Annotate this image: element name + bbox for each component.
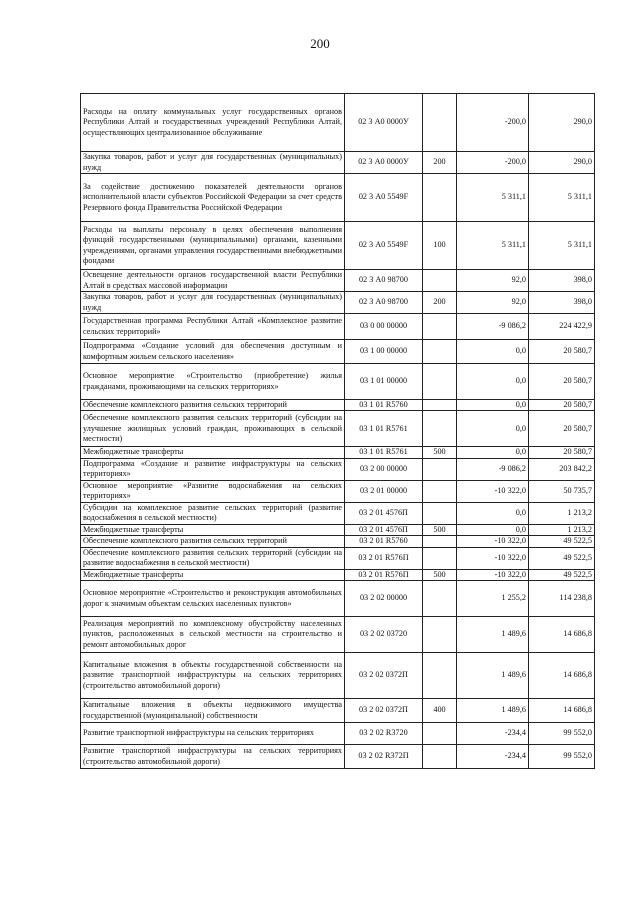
cell-code: 03 2 01 4576П [345,502,423,524]
cell-expense-type [423,411,457,447]
cell-code: 03 1 00 00000 [345,340,423,364]
cell-expense-type [423,723,457,745]
table-row [81,292,595,314]
cell-code: 03 2 02 0372П [345,653,423,699]
cell-code: 03 2 01 R5760 [345,536,423,547]
cell-total: 20 580,7 [529,411,595,447]
cell-code: 02 3 А0 0000У [345,152,423,174]
cell-expense-type [423,314,457,340]
cell-total: 50 735,7 [529,480,595,502]
cell-change: -10 322,0 [457,480,529,502]
cell-code: 02 3 А0 5549F [345,174,423,222]
cell-change: 1 489,6 [457,653,529,699]
cell-name: Обеспечение комплексного развития сельских территорий (субсидии на развитие водоснабжения в сельской местности) [81,547,345,569]
cell-change: -200,0 [457,94,529,152]
cell-change: 0,0 [457,364,529,400]
table-row [81,340,595,364]
table-row [81,174,595,222]
cell-code: 03 1 01 R5760 [345,400,423,411]
cell-code: 03 2 02 00000 [345,581,423,617]
cell-name: Закупка товаров, работ и услуг для государственных (муниципальных) нужд [81,292,345,314]
cell-name: Основное мероприятие «Строительство и реконструкция автомобильных дорог к значимым объектам сельских населенных пунктов» [81,581,345,617]
cell-expense-type [423,502,457,524]
cell-change: -200,0 [457,152,529,174]
cell-total: 203 842,2 [529,458,595,480]
cell-expense-type: 500 [423,447,457,458]
cell-total: 20 580,7 [529,400,595,411]
cell-name: Межбюджетные трансферты [81,447,345,458]
budget-table-body [81,94,595,769]
table-row [81,524,595,535]
cell-change: -10 322,0 [457,547,529,569]
cell-code: 03 0 00 00000 [345,314,423,340]
cell-name: Субсидии на комплексное развитие сельских территорий (развитие водоснабжения в сельской местности) [81,502,345,524]
cell-code: 02 3 А0 0000У [345,94,423,152]
cell-name: Расходы на выплаты персоналу в целях обеспечения выполнения функций государственными (муниципальными) органами, казенными учреждениями, органами управления государственными внебюджетными фондами [81,222,345,270]
cell-code: 03 2 01 R576П [345,569,423,580]
table-row [81,502,595,524]
cell-name: Реализация мероприятий по комплексному обустройству населенных пунктов, расположенных в сельской местности на строительство и ремонт автомобильных дорог [81,617,345,653]
cell-total: 290,0 [529,152,595,174]
cell-total: 49 522,5 [529,536,595,547]
table-row [81,569,595,580]
table-row [81,536,595,547]
cell-name: Освещение деятельности органов государственной власти Республики Алтай в средствах массовой информации [81,270,345,292]
cell-name: Обеспечение комплексного развития сельских территорий (субсидии на улучшение жилищных условий граждан, проживающих в сельской местности) [81,411,345,447]
cell-change: 0,0 [457,411,529,447]
cell-total: 49 522,5 [529,569,595,580]
cell-name: Развитие транспортной инфраструктуры на сельских территориях [81,723,345,745]
cell-total: 290,0 [529,94,595,152]
cell-total: 20 580,7 [529,447,595,458]
cell-change: 0,0 [457,502,529,524]
cell-change: -234,4 [457,745,529,769]
cell-code: 03 2 01 R576П [345,547,423,569]
table-row [81,699,595,723]
cell-expense-type [423,340,457,364]
cell-expense-type [423,458,457,480]
cell-expense-type [423,536,457,547]
cell-name: Обеспечение комплексного развития сельских территорий [81,400,345,411]
cell-total: 398,0 [529,270,595,292]
table-row [81,314,595,340]
cell-code: 03 2 02 R3720 [345,723,423,745]
table-row [81,270,595,292]
budget-table [80,93,595,769]
cell-total: 5 311,1 [529,174,595,222]
cell-change: -10 322,0 [457,569,529,580]
cell-code: 03 2 02 R372П [345,745,423,769]
cell-expense-type: 200 [423,292,457,314]
cell-code: 03 2 01 4576П [345,524,423,535]
cell-expense-type [423,653,457,699]
cell-change: 5 311,1 [457,222,529,270]
cell-change: 1 255,2 [457,581,529,617]
table-row [81,364,595,400]
cell-change: -234,4 [457,723,529,745]
cell-code: 03 1 01 R5761 [345,411,423,447]
cell-name: Подпрограмма «Создание и развитие инфраструктуры на сельских территориях» [81,458,345,480]
cell-name: Основное мероприятие «Строительство (приобретение) жилья гражданами, проживающими на сельских территориях» [81,364,345,400]
table-row [81,447,595,458]
cell-name: Государственная программа Республики Алтай «Комплексное развитие сельских территорий» [81,314,345,340]
cell-code: 03 2 01 00000 [345,480,423,502]
cell-change: 0,0 [457,524,529,535]
table-row [81,152,595,174]
cell-change: 0,0 [457,400,529,411]
table-row [81,723,595,745]
cell-expense-type: 400 [423,699,457,723]
cell-total: 1 213,2 [529,502,595,524]
table-row [81,653,595,699]
cell-change: -10 322,0 [457,536,529,547]
table-row [81,411,595,447]
cell-expense-type: 500 [423,524,457,535]
cell-expense-type: 100 [423,222,457,270]
cell-change: 92,0 [457,270,529,292]
cell-total: 99 552,0 [529,745,595,769]
cell-total: 114 238,8 [529,581,595,617]
cell-change: 1 489,6 [457,617,529,653]
cell-name: Основное мероприятие «Развитие водоснабжения на сельских территориях» [81,480,345,502]
cell-name: Развитие транспортной инфраструктуры на сельских территориях (строительство автомобильной дороги) [81,745,345,769]
cell-name: Межбюджетные трансферты [81,569,345,580]
cell-code: 02 3 А0 98700 [345,292,423,314]
cell-code: 03 1 01 00000 [345,364,423,400]
table-row [81,581,595,617]
cell-total: 99 552,0 [529,723,595,745]
cell-expense-type: 200 [423,152,457,174]
cell-name: Межбюджетные трансферты [81,524,345,535]
cell-total: 49 522,5 [529,547,595,569]
cell-expense-type [423,581,457,617]
table-row [81,458,595,480]
cell-code: 03 1 01 R5761 [345,447,423,458]
cell-name: За содействие достижению показателей деятельности органов исполнительной власти субъектов Российской Федерации за счет средств Резервного фонда Правительства Российской Федерации [81,174,345,222]
cell-expense-type [423,480,457,502]
cell-change: -9 086,2 [457,458,529,480]
cell-total: 14 686,8 [529,617,595,653]
cell-total: 14 686,8 [529,699,595,723]
cell-change: 0,0 [457,447,529,458]
cell-name: Расходы на оплату коммунальных услуг государственных органов Республики Алтай и государственных учреждений Республики Алтай, осуществляющих централизованное обслуживание [81,94,345,152]
cell-name: Капитальные вложения в объекты государственной собственности на развитие транспортной инфраструктуры на сельских территориях (строительство автомобильной дороги) [81,653,345,699]
cell-name: Подпрограмма «Создание условий для обеспечения доступным и комфортным жильем сельского населения» [81,340,345,364]
cell-change: 0,0 [457,340,529,364]
cell-code: 03 2 02 0372П [345,699,423,723]
cell-expense-type [423,547,457,569]
cell-expense-type [423,270,457,292]
cell-code: 03 2 00 00000 [345,458,423,480]
cell-change: -9 086,2 [457,314,529,340]
cell-expense-type [423,400,457,411]
cell-change: 92,0 [457,292,529,314]
table-row [81,222,595,270]
cell-name: Капитальные вложения в объекты недвижимого имущества государственной (муниципальной) собственности [81,699,345,723]
cell-expense-type [423,745,457,769]
cell-total: 20 580,7 [529,340,595,364]
table-row [81,94,595,152]
cell-total: 5 311,1 [529,222,595,270]
table-row [81,480,595,502]
page-number: 200 [310,36,330,51]
cell-total: 398,0 [529,292,595,314]
table-row [81,617,595,653]
cell-change: 1 489,6 [457,699,529,723]
cell-change: 5 311,1 [457,174,529,222]
cell-expense-type [423,364,457,400]
table-row [81,547,595,569]
cell-expense-type [423,617,457,653]
cell-expense-type [423,94,457,152]
cell-total: 20 580,7 [529,364,595,400]
table-row [81,745,595,769]
cell-expense-type: 500 [423,569,457,580]
cell-code: 02 3 А0 5549F [345,222,423,270]
cell-total: 1 213,2 [529,524,595,535]
cell-total: 224 422,9 [529,314,595,340]
cell-code: 02 3 А0 98700 [345,270,423,292]
cell-code: 03 2 02 03720 [345,617,423,653]
cell-total: 14 686,8 [529,653,595,699]
cell-name: Обеспечение комплексного развития сельских территорий [81,536,345,547]
cell-expense-type [423,174,457,222]
cell-name: Закупка товаров, работ и услуг для государственных (муниципальных) нужд [81,152,345,174]
table-row [81,400,595,411]
